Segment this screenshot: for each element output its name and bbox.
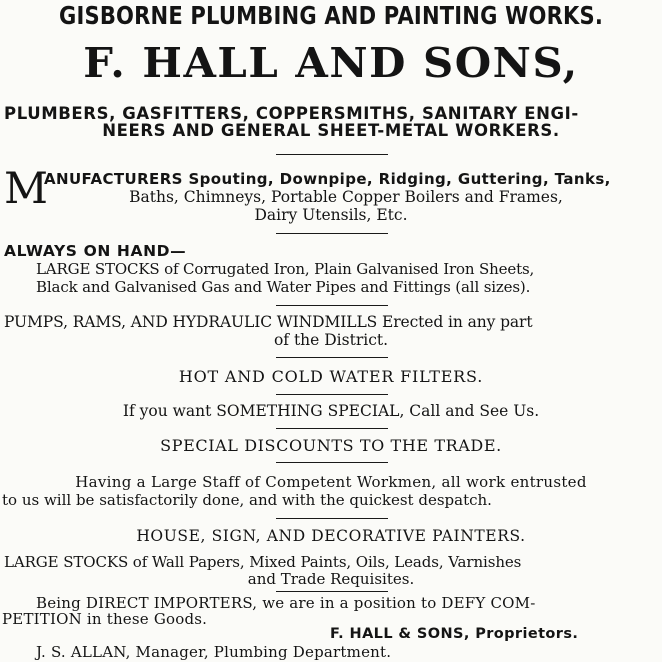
- separator-rule: [276, 233, 388, 234]
- stock-line-2: Black and Galvanised Gas and Water Pipes and Fittings (all sizes).: [36, 278, 531, 296]
- manufacturers-line-1: [44, 172, 611, 188]
- pumps-line-1: PUMPS, RAMS, AND HYDRAULIC WINDMILLS Erected in any part: [4, 313, 533, 331]
- separator-rule: [276, 462, 388, 463]
- trades-line-2: NEERS AND GENERAL SHEET-METAL WORKERS.: [102, 121, 560, 140]
- pumps-line-2: of the District.: [273, 331, 389, 349]
- painters-line: HOUSE, SIGN, AND DECORATIVE PAINTERS.: [136, 527, 526, 545]
- filters-line: HOT AND COLD WATER FILTERS.: [178, 367, 484, 386]
- separator-rule: [276, 154, 388, 155]
- trades-line-1: PLUMBERS, GASFITTERS, COPPERSMITHS, SANITARY ENGI-: [4, 104, 579, 123]
- special-line: If you want SOMETHING SPECIAL, Call and See Us.: [122, 402, 540, 420]
- wallpapers-line-1: LARGE STOCKS of Wall Papers, Mixed Paints, Oils, Leads, Varnishes: [4, 553, 522, 571]
- proprietors-line: F. HALL & SONS, Proprietors.: [330, 626, 579, 642]
- staff-line-1: Having a Large Staff of Competent Workmen, all work entrusted: [75, 473, 587, 491]
- separator-rule: [276, 428, 388, 429]
- drop-cap: M: [4, 164, 49, 214]
- manager-line: J. S. ALLAN, Manager, Plumbing Department.: [36, 643, 392, 661]
- separator-rule: [276, 518, 388, 519]
- manufacturers-text: ANUFACTURERS Spouting, Downpipe, Ridging, Guttering, Tanks,: [44, 170, 611, 188]
- wallpapers-line-2: and Trade Requisites.: [247, 570, 415, 588]
- discounts-line: SPECIAL DISCOUNTS TO THE TRADE.: [160, 436, 502, 455]
- separator-rule: [276, 591, 388, 592]
- stock-line-1: LARGE STOCKS of Corrugated Iron, Plain Galvanised Iron Sheets,: [36, 260, 535, 278]
- separator-rule: [276, 305, 388, 306]
- works-title: GISBORNE PLUMBING AND PAINTING WORKS.: [58, 1, 604, 30]
- manufacturers-line-2: Baths, Chimneys, Portable Copper Boilers and Frames,: [129, 188, 563, 206]
- firm-name: F. HALL AND SONS,: [83, 39, 579, 87]
- importers-line-1: Being DIRECT IMPORTERS, we are in a position to DEFY COM-: [36, 594, 536, 612]
- separator-rule: [276, 357, 388, 358]
- importers-line-2: PETITION in these Goods.: [2, 610, 208, 628]
- separator-rule: [276, 394, 388, 395]
- stock-heading: ALWAYS ON HAND—: [4, 242, 187, 260]
- manufacturers-line-3: Dairy Utensils, Etc.: [254, 206, 408, 224]
- staff-line-2: to us will be satisfactorily done, and with the quickest despatch.: [2, 491, 492, 509]
